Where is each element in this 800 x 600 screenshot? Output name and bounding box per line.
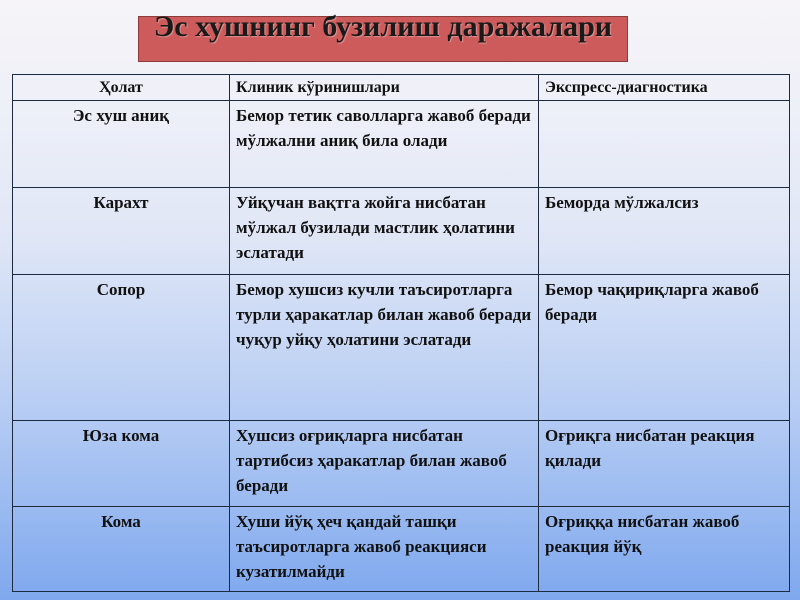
express-cell: Оғриқга нисбатан реакция қилади [539, 421, 790, 507]
title-banner [138, 10, 628, 62]
table-header-row [13, 75, 790, 101]
express-cell [539, 101, 790, 188]
clinical-cell: Хушсиз оғриқларга нисбатан тартибсиз ҳаракатлар билан жавоб беради [230, 421, 539, 507]
clinical-cell: Бемор тетик саволларга жавоб беради мўлжални аниқ била олади [230, 101, 539, 188]
state-cell: Кома [13, 507, 230, 592]
column-header-clinical: Клиник кўринишлари [230, 75, 539, 101]
column-header-express: Экспресс-диагностика [539, 75, 790, 101]
clinical-cell: Бемор хушсиз кучли таъсиротларга турли ҳаракатлар билан жавоб беради чуқур уйқу ҳолатини эслатади [230, 275, 539, 421]
column-header-state: Ҳолат [13, 75, 230, 101]
clinical-cell: Хуши йўқ ҳеч қандай ташқи таъсиротларга жавоб реакцияси кузатилмайди [230, 507, 539, 592]
express-cell: Оғриққа нисбатан жавоб реакция йўқ [539, 507, 790, 592]
state-cell: Карахт [13, 188, 230, 275]
table-row [13, 421, 790, 507]
state-cell: Юза кома [13, 421, 230, 507]
consciousness-levels-table [12, 74, 790, 592]
state-cell: Эс хуш аниқ [13, 101, 230, 188]
express-cell: Беморда мўлжалсиз [539, 188, 790, 275]
table-row [13, 275, 790, 421]
page-title: Эс хушнинг бузилиш даражалари [153, 10, 613, 43]
clinical-cell: Уйқучан вақтга жойга нисбатан мўлжал бузилади мастлик ҳолатини эслатади [230, 188, 539, 275]
express-cell: Бемор чақириқларга жавоб беради [539, 275, 790, 421]
state-cell: Сопор [13, 275, 230, 421]
table-row [13, 188, 790, 275]
table-row [13, 507, 790, 592]
table-row [13, 101, 790, 188]
